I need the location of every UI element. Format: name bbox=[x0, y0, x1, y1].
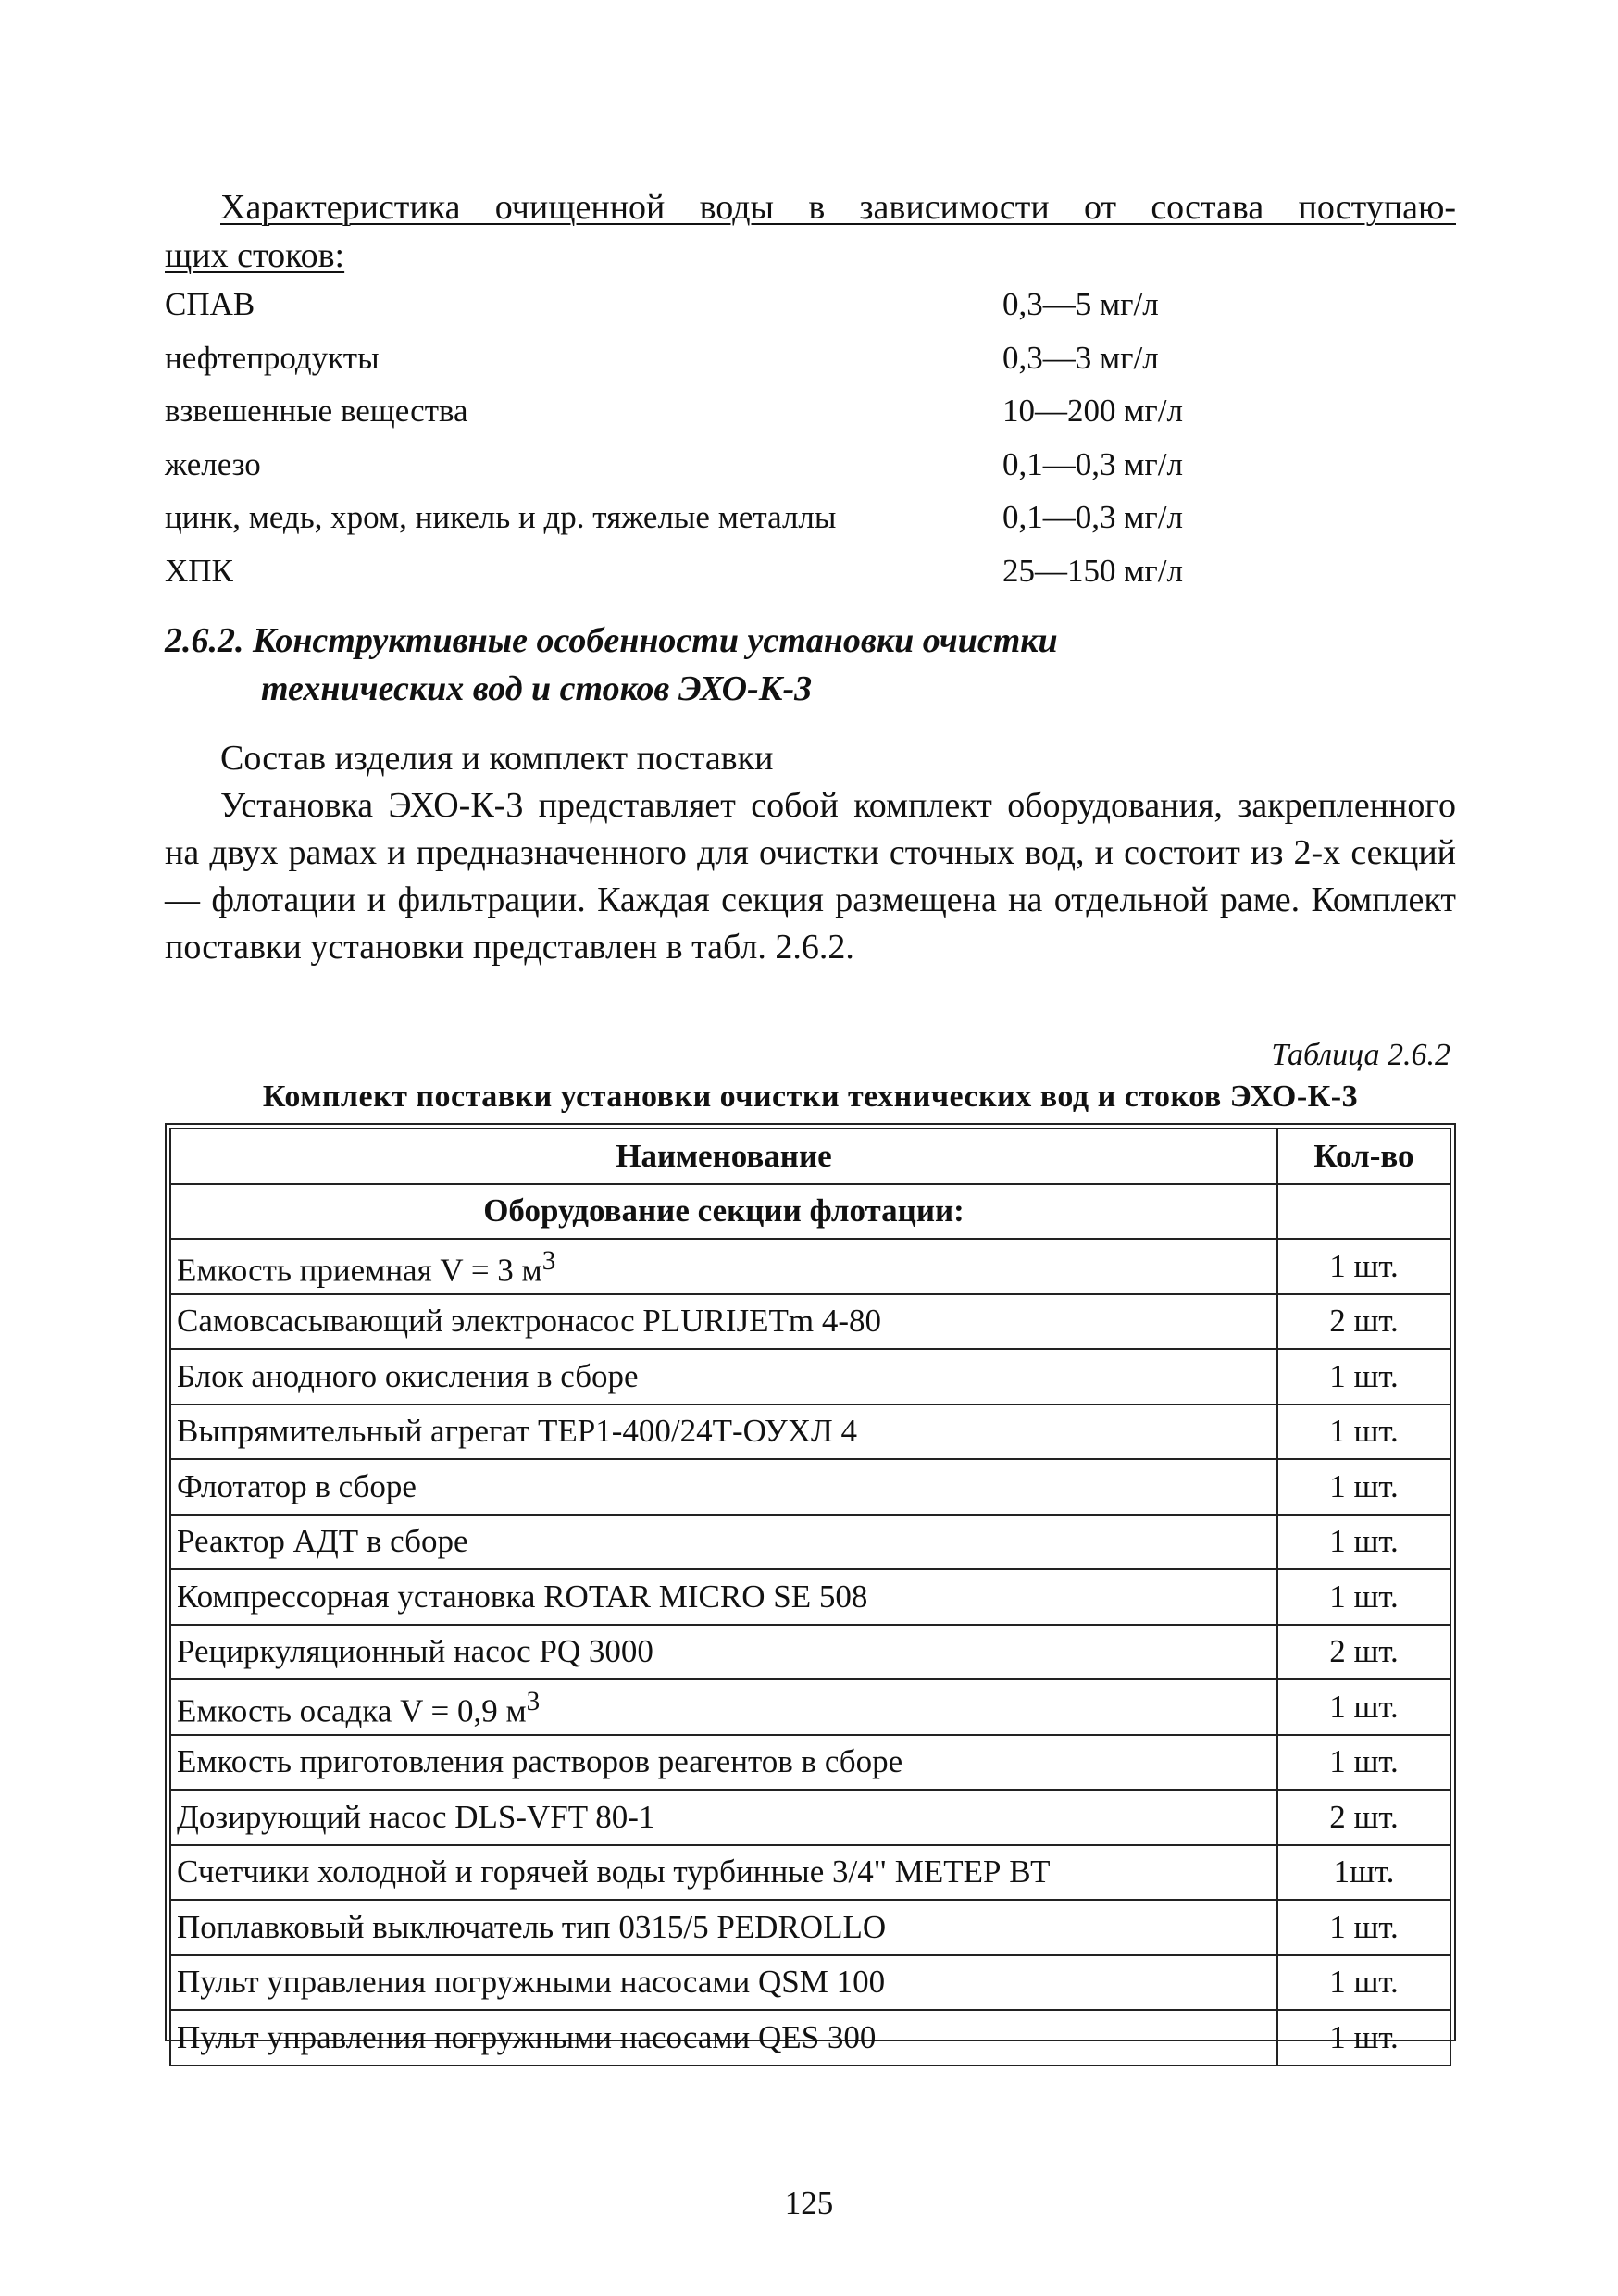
characteristic-name: СПАВ bbox=[165, 286, 255, 322]
table-section-row bbox=[170, 1184, 1450, 1240]
characteristics-title bbox=[165, 183, 1456, 280]
table-title: Комплект поставки установки очистки технических вод и стоков ЭХО-К-3 bbox=[262, 1079, 1359, 1114]
item-name: Компрессорная установка ROTAR MICRO SE 508 bbox=[170, 1569, 1277, 1625]
item-qty: 1 шт. bbox=[1277, 1239, 1450, 1294]
characteristic-name: взвешенные вещества bbox=[165, 393, 468, 429]
section-heading bbox=[165, 617, 1456, 713]
characteristic-value: 10—200 мг/л bbox=[1002, 393, 1183, 429]
item-name: Емкость приготовления растворов реагентов в сборе bbox=[170, 1735, 1277, 1791]
table-row bbox=[170, 1294, 1450, 1350]
characteristic-row bbox=[165, 384, 1276, 438]
characteristic-name: цинк, медь, хром, никель и др. тяжелые металлы bbox=[165, 499, 837, 535]
item-name: Поплавковый выключатель тип 0315/5 PEDROLLO bbox=[170, 1900, 1277, 1955]
table-row bbox=[170, 1625, 1450, 1680]
item-qty: 1 шт. bbox=[1277, 1955, 1450, 2011]
item-qty: 1 шт. bbox=[1277, 1404, 1450, 1460]
item-qty: 1 шт. bbox=[1277, 1459, 1450, 1515]
characteristics-list bbox=[165, 278, 1276, 597]
table-row bbox=[170, 1679, 1450, 1735]
item-name: Дозирующий насос DLS-VFT 80-1 bbox=[170, 1790, 1277, 1845]
table-row bbox=[170, 1404, 1450, 1460]
item-qty: 1 шт. bbox=[1277, 1349, 1450, 1404]
table-row bbox=[170, 1515, 1450, 1570]
column-header-name: Наименование bbox=[170, 1129, 1277, 1184]
table-row bbox=[170, 1735, 1450, 1791]
paragraph-body bbox=[165, 782, 1456, 971]
table-row bbox=[170, 1790, 1450, 1845]
table-number: Таблица 2.6.2 bbox=[1271, 1038, 1450, 1072]
paragraph-body-text: Установка ЭХО-К-3 представляет собой комплект оборудования, закрепленного на двух рамах и предназначенного для очистки сточных вод, и состоит из 2-х секций — флотации и фильтрации. Каждая секция размещена на отдельной раме. Комплект поставки установки представлен в табл. 2.6.2. bbox=[165, 786, 1456, 967]
characteristic-name: нефтепродукты bbox=[165, 339, 380, 376]
page-number: 125 bbox=[784, 2185, 834, 2221]
item-name: Блок анодного окисления в сборе bbox=[170, 1349, 1277, 1404]
characteristic-value: 0,3—3 мг/л bbox=[1002, 339, 1159, 376]
characteristic-row bbox=[165, 491, 1276, 544]
section-label: Оборудование секции флотации: bbox=[170, 1184, 1277, 1240]
item-name: Рециркуляционный насос PQ 3000 bbox=[170, 1625, 1277, 1680]
table-row bbox=[170, 1459, 1450, 1515]
superscript: 3 bbox=[541, 1246, 556, 1277]
item-name: Емкость приемная V = 3 $м^3$ bbox=[170, 1239, 1277, 1294]
item-name: Флотатор в сборе bbox=[170, 1459, 1277, 1515]
table-row bbox=[170, 1845, 1450, 1901]
table-row bbox=[170, 1349, 1450, 1404]
characteristics-title-line2: щих стоков: bbox=[165, 236, 345, 275]
item-qty: 2 шт. bbox=[1277, 1790, 1450, 1845]
characteristic-name: железо bbox=[165, 445, 261, 482]
characteristic-row bbox=[165, 438, 1276, 492]
characteristic-value: 25—150 мг/л bbox=[1002, 552, 1183, 589]
section-heading-line1: 2.6.2. Конструктивные особенности установки очистки bbox=[165, 621, 1058, 660]
item-name: Выпрямительный агрегат ТЕР1-400/24Т-ОУХЛ 4 bbox=[170, 1404, 1277, 1460]
table-row bbox=[170, 1569, 1450, 1625]
table-row bbox=[170, 1900, 1450, 1955]
item-qty: 2 шт. bbox=[1277, 1294, 1450, 1350]
table-row bbox=[170, 2010, 1450, 2065]
characteristic-row bbox=[165, 544, 1276, 598]
characteristic-row bbox=[165, 331, 1276, 385]
item-qty: 1 шт. bbox=[1277, 1569, 1450, 1625]
item-qty: 1 шт. bbox=[1277, 1735, 1450, 1791]
paragraph-subheading-text: Состав изделия и комплект поставки bbox=[220, 739, 774, 778]
characteristic-row bbox=[165, 278, 1276, 331]
column-header-qty: Кол-во bbox=[1277, 1129, 1450, 1184]
item-qty: 2 шт. bbox=[1277, 1625, 1450, 1680]
item-name: Емкость осадка V = 0,9 $м^3$ bbox=[170, 1679, 1277, 1735]
item-name: Самовсасывающий электронасос PLURIJETm 4-80 bbox=[170, 1294, 1277, 1350]
characteristic-name: ХПК bbox=[165, 552, 233, 589]
item-qty: 1 шт. bbox=[1277, 1900, 1450, 1955]
item-name: Пульт управления погружными насосами QSM 100 bbox=[170, 1955, 1277, 2011]
item-qty: 1 шт. bbox=[1277, 1679, 1450, 1735]
item-name: Счетчики холодной и горячей воды турбинные 3/4" МЕТЕР ВТ bbox=[170, 1845, 1277, 1901]
equipment-table-frame bbox=[165, 1123, 1456, 2055]
characteristic-value: 0,3—5 мг/л bbox=[1002, 286, 1159, 322]
paragraph-subheading bbox=[165, 735, 1456, 782]
section-heading-line2: технических вод и стоков ЭХО-К-3 bbox=[261, 669, 813, 708]
item-name: Реактор АДТ в сборе bbox=[170, 1515, 1277, 1570]
item-qty: 1 шт. bbox=[1277, 2010, 1450, 2065]
item-name: Пульт управления погружными насосами QES 300 bbox=[170, 2010, 1277, 2065]
characteristic-value: 0,1—0,3 мг/л bbox=[1002, 445, 1183, 482]
item-qty: 1 шт. bbox=[1277, 1515, 1450, 1570]
equipment-table bbox=[169, 1128, 1451, 2066]
characteristic-value: 0,1—0,3 мг/л bbox=[1002, 499, 1183, 535]
characteristics-title-line1: Характеристика очищенной воды в зависимости от состава поступаю- bbox=[220, 188, 1456, 227]
table-row bbox=[170, 1955, 1450, 2011]
table-row bbox=[170, 1239, 1450, 1294]
superscript: 3 bbox=[526, 1687, 541, 1717]
section-qty-empty bbox=[1277, 1184, 1450, 1240]
item-qty: 1шт. bbox=[1277, 1845, 1450, 1901]
table-header-row bbox=[170, 1129, 1450, 1184]
